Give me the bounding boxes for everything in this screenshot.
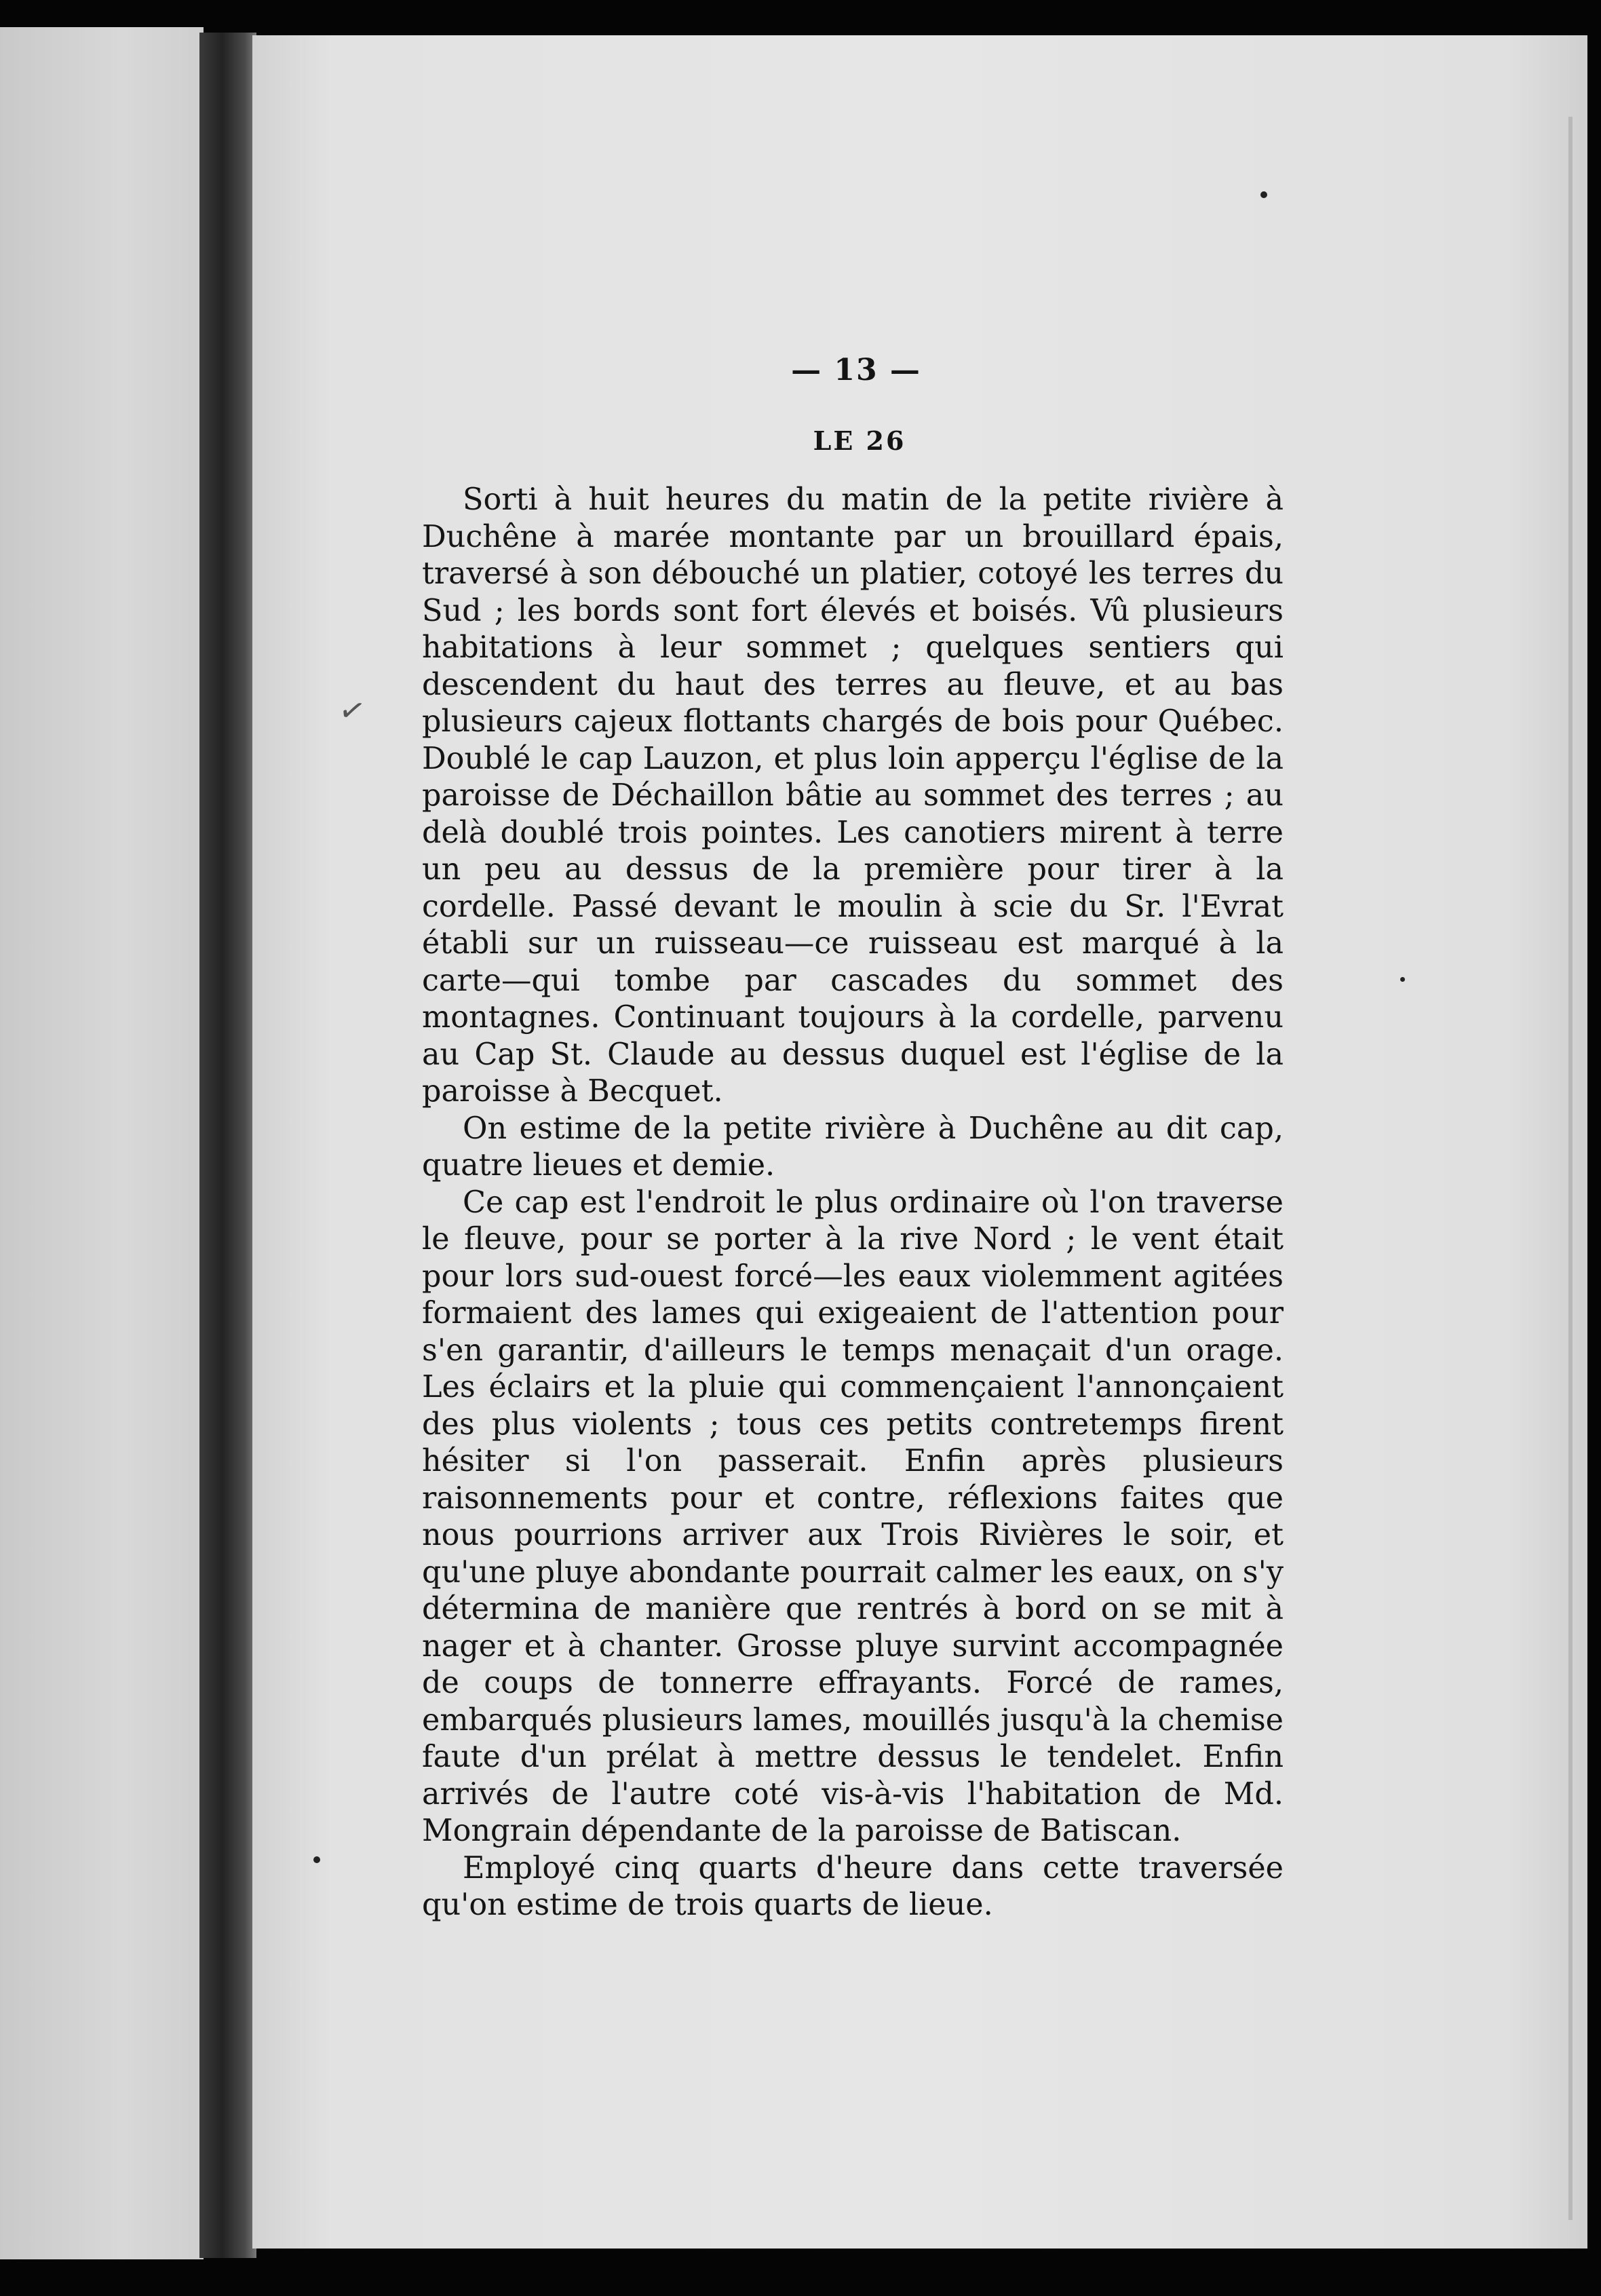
ink-speck xyxy=(1400,977,1405,982)
book-spine xyxy=(199,33,256,2258)
ink-speck xyxy=(1260,191,1267,198)
paragraph: Ce cap est l'endroit le plus ordinaire où l'on traverse le fleuve, pour se porter à la rive Nord ; le vent était pour lors sud-ouest forcé—les eaux violemment agitées formaient des lames qui exigeaient de l'attention pour s'en garantir, d'ailleurs le temps menaçait d'un orage. Les éclairs et la pluie qui commençaient l'annonçaient des plus violents ; tous ces petits contretemps firent hésiter si l'on passerait. Enfin après plusieurs raisonnements pour et contre, réflexions faites que nous pourrions arriver aux Trois Rivières le soir, et qu'une pluye abondante pourrait calmer les eaux, on s'y détermina de manière que rentrés à bord on se mit à nager et à chanter. Grosse pluye survint accompagnée de coups de tonnerre effrayants. Forcé de rames, embarqués plusieurs lames, mouillés jusqu'à la chemise faute d'un prélat à mettre dessus le tendelet. Enfin arrivés de l'autre coté vis-à-vis l'habitation de Md. Mongrain dépendante de la paroisse de Batiscan. xyxy=(422,1185,1284,1848)
ink-speck xyxy=(313,1856,320,1863)
page-number: — 13 — xyxy=(791,353,921,387)
paragraph: Employé cinq quarts d'heure dans cette traversée qu'on estime de trois quarts de lieue. xyxy=(422,1850,1284,1922)
paragraph: Sorti à huit heures du matin de la petite rivière à Duchêne à marée montante par un brouillard épais, traversé à son débouché un platier, cotoyé les terres du Sud ; les bords sont fort élevés et boisés. Vû plusieurs habitations à leur sommet ; quelques sentiers qui descendent du haut des terres au fleuve, et au bas plusieurs cajeux flottants chargés de bois pour Québec. Doublé le cap Lauzon, et plus loin apperçu l'église de la paroisse de Déchaillon bâtie au sommet des terres ; au delà doublé trois pointes. Les canotiers mirent à terre un peu au dessus de la première pour tirer à la cordelle. Passé devant le moulin à scie du Sr. l'Evrat établi sur un ruisseau—ce ruisseau est marqué à la carte—qui tombe par cascades du sommet des montagnes. Continuant toujours à la cordelle, parvenu au Cap St. Claude au dessus duquel est l'église de la paroisse à Becquet. xyxy=(422,482,1284,1109)
paragraph: On estime de la petite rivière à Duchêne au dit cap, quatre lieues et demie. xyxy=(422,1111,1284,1183)
facing-page-edge xyxy=(0,27,204,2259)
margin-check-mark: ✓ xyxy=(335,689,369,731)
page-text xyxy=(422,353,1284,1924)
section-heading: LE 26 xyxy=(813,425,906,456)
page-fold-line xyxy=(1568,117,1573,2220)
